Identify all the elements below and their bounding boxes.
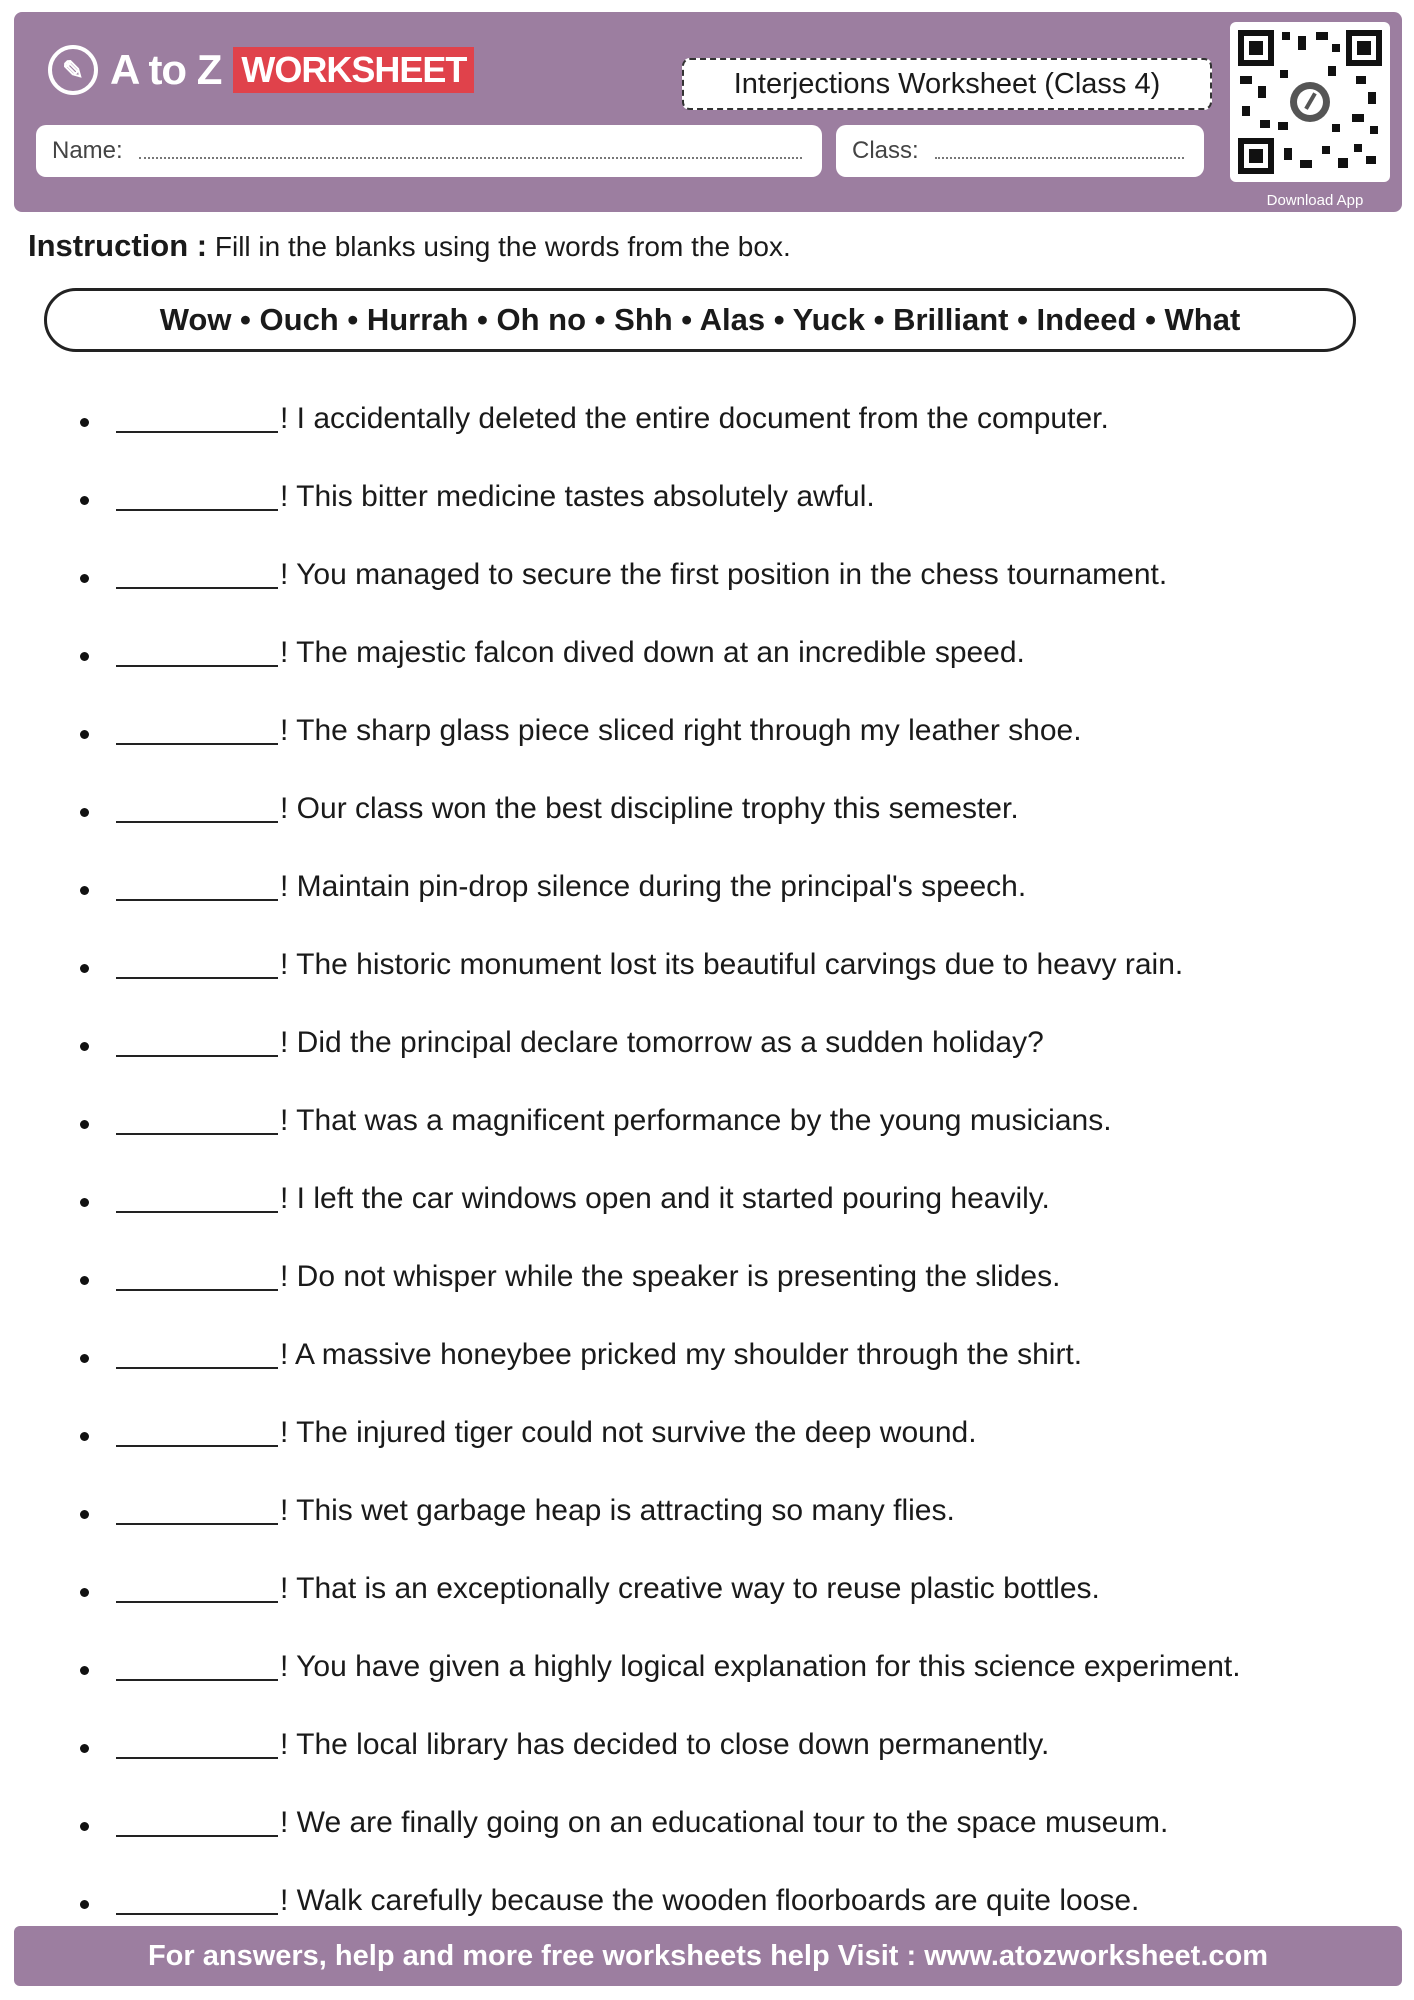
bullet-icon [80,964,89,973]
answer-blank[interactable] [116,1263,278,1291]
bullet-icon [80,574,89,583]
qr-code-icon [1238,30,1382,174]
answer-blank[interactable] [116,873,278,901]
question-text: ! The majestic falcon dived down at an incredible speed. [280,636,1025,669]
question-item [60,1706,1400,1784]
question-text: ! We are finally going on an educational tour to the space museum. [280,1806,1169,1839]
qr-code[interactable] [1230,22,1390,182]
answer-blank[interactable] [116,1575,278,1603]
answer-blank[interactable] [116,561,278,589]
question-text: ! Did the principal declare tomorrow as a sudden holiday? [280,1026,1044,1059]
question-text: ! The local library has decided to close down permanently. [280,1728,1050,1761]
question-text: ! Our class won the best discipline trophy this semester. [280,792,1019,825]
question-item [60,1784,1400,1862]
question-text: ! This bitter medicine tastes absolutely awful. [280,480,875,513]
bullet-icon [80,1822,89,1831]
bullet-icon [80,886,89,895]
question-list [60,380,1400,1940]
logo-brand: A to Z [110,46,222,93]
question-item [60,536,1400,614]
question-text: ! Maintain pin-drop silence during the principal's speech. [280,870,1027,903]
question-item [60,770,1400,848]
bullet-icon [80,1120,89,1129]
question-item [60,1238,1400,1316]
question-text: ! The sharp glass piece sliced right through my leather shoe. [280,714,1082,747]
instruction [28,228,791,264]
bullet-icon [80,1276,89,1285]
bullet-icon [80,1666,89,1675]
answer-blank[interactable] [116,717,278,745]
download-app-label[interactable]: Download App [1266,192,1364,209]
answer-blank[interactable] [116,795,278,823]
question-text: ! That is an exceptionally creative way to reuse plastic bottles. [280,1572,1100,1605]
question-text: ! I accidentally deleted the entire document from the computer. [280,402,1109,435]
question-item [60,926,1400,1004]
question-text: ! You managed to secure the first position in the chess tournament. [280,558,1168,591]
answer-blank[interactable] [116,1029,278,1057]
question-text: ! Do not whisper while the speaker is presenting the slides. [280,1260,1061,1293]
logo-tag: WORKSHEET [233,47,474,93]
answer-blank[interactable] [116,1419,278,1447]
question-text: ! A massive honeybee pricked my shoulder through the shirt. [280,1338,1083,1371]
question-item [60,458,1400,536]
question-item [60,1316,1400,1394]
class-dotted-line [935,157,1184,159]
answer-blank[interactable] [116,405,278,433]
pencil-circle-icon: ✎ [48,45,98,95]
answer-blank[interactable] [116,1497,278,1525]
bullet-icon [80,1744,89,1753]
answer-blank[interactable] [116,1653,278,1681]
bullet-icon [80,1900,89,1909]
bullet-icon [80,1198,89,1207]
answer-blank[interactable] [116,639,278,667]
bullet-icon [80,1042,89,1051]
answer-blank[interactable] [116,1341,278,1369]
answer-blank[interactable] [116,1107,278,1135]
class-label: Class: [852,137,919,164]
bullet-icon [80,808,89,817]
question-text: ! The historic monument lost its beautiful carvings due to heavy rain. [280,948,1184,981]
answer-blank[interactable] [116,1809,278,1837]
question-item [60,848,1400,926]
question-text: ! That was a magnificent performance by the young musicians. [280,1104,1112,1137]
question-item [60,692,1400,770]
question-item [60,614,1400,692]
question-item [60,380,1400,458]
answer-blank[interactable] [116,483,278,511]
question-text: ! I left the car windows open and it started pouring heavily. [280,1182,1050,1215]
bullet-icon [80,1588,89,1597]
bullet-icon [80,1510,89,1519]
question-item [60,1550,1400,1628]
instruction-label: Instruction : [28,228,208,263]
answer-blank[interactable] [116,1185,278,1213]
answer-blank[interactable] [116,1887,278,1915]
bullet-icon [80,730,89,739]
answer-blank[interactable] [116,1731,278,1759]
worksheet-title: Interjections Worksheet (Class 4) [682,58,1212,110]
class-field[interactable] [836,125,1204,177]
question-item [60,1628,1400,1706]
name-dotted-line [139,157,802,159]
question-text: ! You have given a highly logical explanation for this science experiment. [280,1650,1241,1683]
bullet-icon [80,418,89,427]
question-item [60,1082,1400,1160]
brand-logo[interactable] [48,42,474,98]
bullet-icon [80,496,89,505]
question-text: ! The injured tiger could not survive the deep wound. [280,1416,977,1449]
name-label: Name: [52,137,123,164]
bullet-icon [80,1354,89,1363]
question-item [60,1394,1400,1472]
instruction-text: Fill in the blanks using the words from the box. [214,231,791,262]
question-text: ! This wet garbage heap is attracting so many flies. [280,1494,955,1527]
question-item [60,1160,1400,1238]
answer-blank[interactable] [116,951,278,979]
bullet-icon [80,1432,89,1441]
name-field[interactable] [36,125,822,177]
question-item [60,1472,1400,1550]
word-bank: Wow • Ouch • Hurrah • Oh no • Shh • Alas • Yuck • Brilliant • Indeed • What [44,288,1356,352]
question-item [60,1004,1400,1082]
footer-banner[interactable]: For answers, help and more free worksheets help Visit : www.atozworksheet.com [14,1926,1402,1986]
question-text: ! Walk carefully because the wooden floorboards are quite loose. [280,1884,1140,1917]
worksheet-header [14,12,1402,212]
bullet-icon [80,652,89,661]
